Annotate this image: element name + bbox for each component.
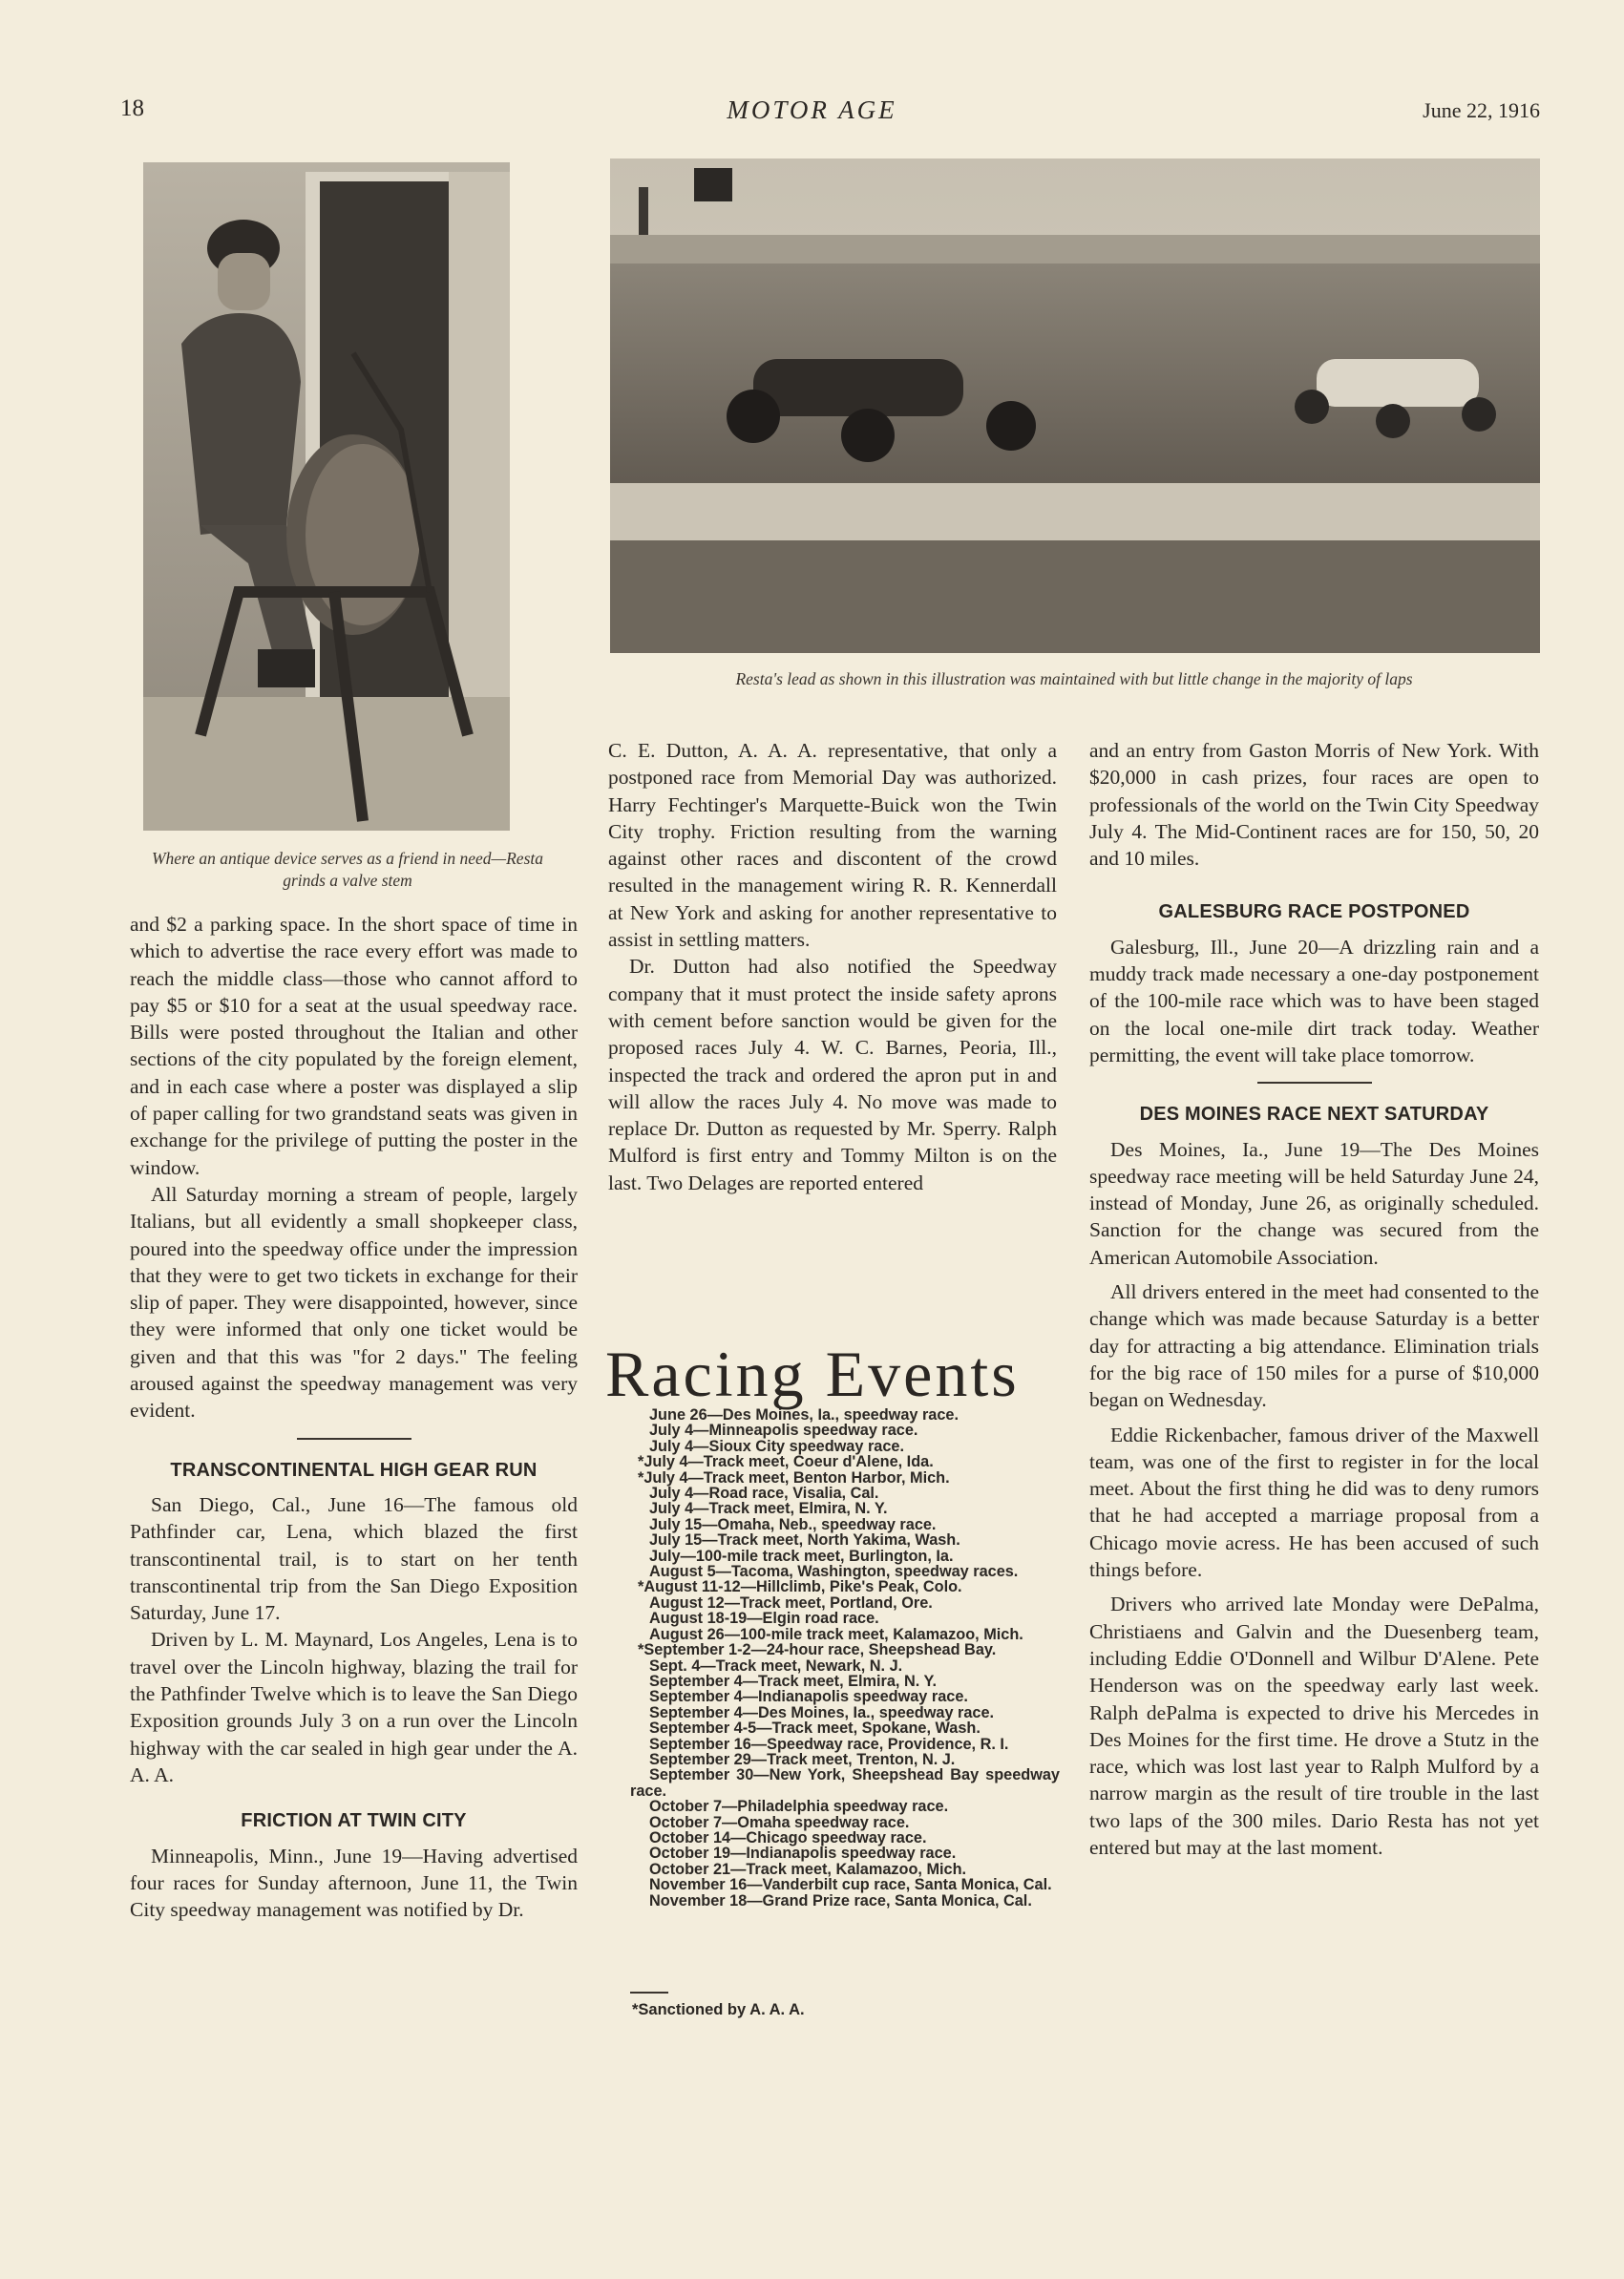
racing-event-item: August 26—100-mile track meet, Kalamazoo, Mich.	[630, 1627, 1060, 1642]
racing-event-item: October 21—Track meet, Kalamazoo, Mich.	[630, 1862, 1060, 1877]
racing-event-date	[630, 1469, 688, 1487]
racing-event-date-text: Sept. 4	[649, 1656, 701, 1675]
racing-event-date	[630, 1594, 725, 1612]
racing-event-item: July 15—Omaha, Neb., speedway race.	[630, 1517, 1060, 1532]
racing-event-date	[630, 1814, 722, 1831]
racing-event-item: July 4—Road race, Visalia, Cal.	[630, 1486, 1060, 1501]
racing-event-text: Hillclimb, Pike's Peak, Colo.	[755, 1578, 962, 1596]
racing-event-text: Track meet, Trenton, N. J.	[767, 1750, 956, 1768]
racing-event-date-text: July 4	[643, 1453, 688, 1471]
racing-event-date-text: August 26	[649, 1625, 725, 1643]
racing-event-date	[630, 1736, 751, 1753]
racing-event-item: June 26—Des Moines, Ia., speedway race.	[630, 1407, 1060, 1423]
racing-event-date	[630, 1876, 747, 1893]
racing-event-date-text: August 5	[649, 1563, 716, 1581]
column-3	[1089, 737, 1539, 1861]
col1-paragraph-5: Minneapolis, Minn., June 19—Having advertised four races for Sunday afternoon, June 11, the Twin City speedway management was notified by Dr.	[130, 1844, 578, 1922]
racing-event-item: August 5—Tacoma, Washington, speedway races.	[630, 1564, 1060, 1579]
race-photo-image	[610, 158, 1540, 653]
col3-paragraph-4: All drivers entered in the meet had consented to the change which was made because Saturday is a better day for attracting a big attendance. Elimination trials for the big race of 150 miles for a purse of $10,000 began on Wednesday.	[1089, 1280, 1539, 1412]
racing-event-text: Philadelphia speedway race.	[737, 1798, 949, 1816]
racing-event-item: *September 1-2—24-hour race, Sheepshead Bay.	[630, 1642, 1060, 1657]
racing-events-title: Racing Events	[605, 1338, 1020, 1410]
racing-event-date-text: August 18-19	[649, 1610, 748, 1628]
racing-event-item: November 18—Grand Prize race, Santa Monica, Cal.	[630, 1893, 1060, 1909]
racing-event-date	[630, 1861, 730, 1878]
racing-event-date	[630, 1500, 693, 1517]
racing-event-date	[630, 1531, 702, 1549]
racing-event-text: Track meet, Spokane, Wash.	[771, 1720, 981, 1738]
col3-paragraph-5: Eddie Rickenbacher, famous driver of the Maxwell team, was one of the first to register in for the local meet. About the first thing he did was to deny rumors that he had accepted a marriage proposal from a Chicago movie acress. He has been accused of such things before.	[1089, 1423, 1539, 1582]
racing-event-date-text: July 4	[649, 1422, 694, 1440]
racing-event-item: Sept. 4—Track meet, Newark, N. J.	[630, 1658, 1060, 1674]
col1-paragraph-3: San Diego, Cal., June 16—The famous old Pathfinder car, Lena, which blazed the first transcontinental trail, is to start on her tenth transcontinental trip from the San Diego Exposition Saturday, June 17.	[130, 1492, 578, 1625]
racing-event-item: July 15—Track meet, North Yakima, Wash.	[630, 1532, 1060, 1548]
racing-event-mark: *	[638, 1641, 644, 1659]
racing-event-item: September 16—Speedway race, Providence, R. I.	[630, 1737, 1060, 1752]
racing-event-text: 100-mile track meet, Burlington, Ia.	[695, 1547, 954, 1565]
racing-event-date	[630, 1845, 730, 1862]
col1-paragraph-2: All Saturday morning a stream of people, largely Italians, but all evidently a small shopkeeper class, poured into the speedway office under the impression that they were to get two tickets in exchange for their slip of paper. They were disappointed, however, since they were informed that only one ticket would be given and that this was ''for 2 days.'' The feeling aroused against the speedway management was very evident.	[130, 1182, 578, 1423]
racing-event-item: July 4—Minneapolis speedway race.	[630, 1423, 1060, 1438]
racing-events-list	[630, 1407, 1060, 1909]
racing-event-mark: *	[638, 1453, 644, 1471]
racing-event-text: Track meet, Newark, N. J.	[715, 1656, 903, 1675]
racing-event-date-text: November 18	[649, 1891, 748, 1910]
racing-event-text: Track meet, Elmira, N. Y.	[708, 1500, 888, 1518]
racing-event-date	[630, 1485, 693, 1502]
racing-event-date-text: July 4	[649, 1437, 694, 1455]
racing-event-date-text: July 4	[649, 1485, 694, 1503]
racing-event-date	[630, 1829, 730, 1846]
racing-event-item: October 14—Chicago speedway race.	[630, 1830, 1060, 1846]
racing-event-date-text: July 4	[649, 1500, 694, 1518]
racing-event-text: 24-hour race, Sheepshead Bay.	[766, 1641, 997, 1659]
racing-event-date-text: September 4-5	[649, 1720, 757, 1738]
racing-event-text: Chicago speedway race.	[746, 1828, 927, 1846]
racing-event-item: September 30—New York, Sheepshead Bay speedway race.	[630, 1766, 1060, 1800]
racing-event-date	[630, 1766, 753, 1783]
racing-event-text: Track meet, North Yakima, Wash.	[717, 1531, 960, 1550]
racing-event-item: September 4—Track meet, Elmira, N. Y.	[630, 1674, 1060, 1689]
racing-event-text: Track meet, Benton Harbor, Mich.	[703, 1468, 950, 1487]
racing-event-text: Sioux City speedway race.	[708, 1437, 904, 1455]
racing-event-date	[630, 1563, 716, 1580]
racing-event-text: Elgin road race.	[762, 1610, 879, 1628]
racing-event-date-text: July 15	[649, 1515, 703, 1533]
racing-event-date	[630, 1453, 688, 1470]
racing-event-date	[630, 1438, 693, 1455]
racing-event-date-text: September 29	[649, 1750, 751, 1768]
racing-event-date-text: July 4	[643, 1468, 688, 1487]
col3-paragraph-3: Des Moines, Ia., June 19—The Des Moines speedway race meeting will be held Saturday June 24, instead of Monday, June 26, as originally scheduled. Sanction for the change was secured from the American Automobile Association.	[1089, 1137, 1539, 1269]
racing-event-item: *August 11-12—Hillclimb, Pike's Peak, Colo.	[630, 1579, 1060, 1594]
racing-event-text: Des Moines, Ia., speedway race.	[722, 1406, 959, 1424]
racing-event-text: Track meet, Coeur d'Alene, Ida.	[703, 1453, 934, 1471]
resta-photo-caption: Where an antique device serves as a friend in need—Resta grinds a valve stem	[151, 849, 543, 890]
racing-event-text: Grand Prize race, Santa Monica, Cal.	[762, 1891, 1032, 1910]
col3-paragraph-1: and an entry from Gaston Morris of New York. With $20,000 in cash prizes, four races are open to professionals of the world on the Twin City Speedway July 4. The Mid-Continent races are for 150, 50, 20 and 10 miles.	[1089, 739, 1539, 871]
racing-event-item: September 4-5—Track meet, Spokane, Wash.	[630, 1720, 1060, 1736]
racing-event-item: October 19—Indianapolis speedway race.	[630, 1846, 1060, 1861]
section-divider	[1257, 1082, 1372, 1084]
col3-paragraph-2: Galesburg, Ill., June 20—A drizzling rain and a muddy track made necessary a one-day postponement of the 100-mile race which was to have been staged on the local one-mile dirt track today. Weather permitting, the event will take place tomorrow.	[1089, 935, 1539, 1066]
racing-event-text: Omaha speedway race.	[737, 1813, 910, 1831]
racing-event-date	[630, 1688, 743, 1705]
racing-event-date-text: August 11-12	[643, 1578, 741, 1596]
racing-event-date	[630, 1610, 747, 1627]
racing-event-date-text: October 14	[649, 1828, 731, 1846]
racing-event-text: Des Moines, Ia., speedway race.	[758, 1703, 995, 1721]
racing-event-text: Indianapolis speedway race.	[758, 1688, 968, 1706]
issue-date: June 22, 1916	[1423, 98, 1540, 122]
events-footnote: *Sanctioned by A. A. A.	[632, 2001, 805, 2018]
col1-paragraph-4: Driven by L. M. Maynard, Los Angeles, Lena is to travel over the Lincoln highway, blazing the trail for the Pathfinder Twelve which is to leave the San Diego Exposition grounds July 3 on a run over the Lincoln highway with the car sealed in high gear under the A. A. A.	[130, 1628, 578, 1786]
racing-event-date-text: September 4	[649, 1703, 743, 1721]
resta-photo-image	[143, 162, 510, 831]
racing-event-date-text: July	[649, 1547, 681, 1565]
racing-event-date-text: July 15	[649, 1531, 703, 1550]
racing-event-item: October 7—Omaha speedway race.	[630, 1815, 1060, 1830]
racing-event-date	[630, 1751, 751, 1768]
racing-event-date	[630, 1406, 707, 1424]
racing-event-date-text: September 16	[649, 1735, 751, 1753]
racing-event-item: September 29—Track meet, Trenton, N. J.	[630, 1752, 1060, 1767]
racing-event-date-text: June 26	[649, 1406, 707, 1424]
racing-event-item: July—100-mile track meet, Burlington, Ia.	[630, 1549, 1060, 1564]
col3-paragraph-6: Drivers who arrived late Monday were DePalma, Christiaens and Galvin and the Duesenberg team, including Eddie O'Donnell and Wilbur D'Alene. Pete Henderson was on the speedway early last week. Ralph dePalma is expected to drive his Mercedes in Des Moines for the first time. He drove a Stutz in the race, which was lost last year to Ralph Mulford by a narrow margin as the result of tire trouble in the last two laps of the 300 miles. Dario Resta has not yet entered but may at the last moment.	[1089, 1593, 1539, 1859]
heading-galesburg: GALESBURG RACE POSTPONED	[1158, 901, 1470, 923]
racing-event-text: Track meet, Kalamazoo, Mich.	[746, 1860, 967, 1878]
racing-event-date-text: August 12	[649, 1593, 725, 1612]
racing-event-text: 100-mile track meet, Kalamazoo, Mich.	[740, 1625, 1023, 1643]
racing-event-date-text: November 16	[649, 1876, 748, 1894]
racing-event-text: Vanderbilt cup race, Santa Monica, Cal.	[762, 1876, 1052, 1894]
racing-event-date	[630, 1422, 693, 1439]
racing-event-item: August 12—Track meet, Portland, Ore.	[630, 1595, 1060, 1611]
racing-event-text: Indianapolis speedway race.	[746, 1845, 957, 1863]
racing-event-date	[630, 1798, 722, 1815]
racing-event-mark: *	[638, 1578, 644, 1596]
racing-event-date-text: September 4	[649, 1688, 743, 1706]
column-2	[608, 737, 1057, 1196]
racing-event-item: July 4—Track meet, Elmira, N. Y.	[630, 1501, 1060, 1516]
col2-paragraph-1: C. E. Dutton, A. A. A. representative, that only a postponed race from Memorial Day was authorized. Harry Fechtinger's Marquette-Buick won the Twin City trophy. Friction resulting from the warning against other races and discontent of the crowd resulted in the management wiring R. R. Kennerdall at New York and asking for another representative to assist in settling matters.	[608, 739, 1057, 952]
racing-event-date	[630, 1704, 743, 1721]
col1-paragraph-1: and $2 a parking space. In the short space of time in which to advertise the race every effort was made to reach the middle class—those who cannot afford to pay $5 or $10 for a seat at the usual speedway race. Bills were posted throughout the Italian and other sections of the city populated by the foreign element, and in each case where a poster was displayed a slip of paper calling for two grandstand seats was given in exchange for the privilege of putting the poster in the window.	[130, 913, 578, 1179]
racing-event-item: August 18-19—Elgin road race.	[630, 1611, 1060, 1626]
racing-event-text: Minneapolis speedway race.	[708, 1422, 918, 1440]
racing-event-item: *July 4—Track meet, Coeur d'Alene, Ida.	[630, 1454, 1060, 1469]
racing-event-date-text: October 7	[649, 1813, 723, 1831]
column-1	[130, 911, 578, 1923]
racing-event-mark: *	[638, 1468, 644, 1487]
racing-event-date	[630, 1641, 751, 1658]
racing-event-text: Speedway race, Providence, R. I.	[767, 1735, 1009, 1753]
resta-photo	[143, 162, 510, 831]
magazine-title: MOTOR AGE	[727, 95, 897, 124]
racing-event-date	[630, 1892, 747, 1910]
racing-event-date	[630, 1720, 756, 1737]
col2-paragraph-2: Dr. Dutton had also notified the Speedway company that it must protect the inside safety aprons with cement before sanction would be given for the proposed races July 4. W. C. Barnes, Peoria, Ill., inspected the track and ordered the apron put in and will allow the races July 4. No move was made to replace Dr. Dutton as requested by Mr. Sperry. Ralph Mulford is first entry and Tommy Milton is on the last. Two Delages are reported entered	[608, 955, 1057, 1194]
racing-event-date	[630, 1548, 681, 1565]
racing-event-item: July 4—Sioux City speedway race.	[630, 1439, 1060, 1454]
racing-event-text: Track meet, Elmira, N. Y.	[758, 1672, 938, 1690]
racing-event-date	[630, 1516, 702, 1533]
racing-event-date-text: September 30	[649, 1766, 754, 1784]
racing-event-text: New York, Sheepshead Bay speedway race.	[630, 1766, 1060, 1800]
page-number: 18	[120, 95, 144, 121]
racing-event-item: *July 4—Track meet, Benton Harbor, Mich.	[630, 1470, 1060, 1486]
race-photo	[610, 158, 1540, 653]
racing-event-item: September 4—Des Moines, Ia., speedway race.	[630, 1705, 1060, 1720]
racing-event-date	[630, 1578, 741, 1595]
section-divider	[297, 1438, 411, 1440]
racing-event-date-text: September 4	[649, 1672, 743, 1690]
racing-event-date-text: September 1-2	[643, 1641, 751, 1659]
racing-event-date	[630, 1673, 743, 1690]
heading-transcontinental: TRANSCONTINENTAL HIGH GEAR RUN	[170, 1459, 538, 1481]
heading-friction: FRICTION AT TWIN CITY	[241, 1810, 467, 1832]
racing-event-date-text: October 19	[649, 1845, 731, 1863]
racing-event-date	[630, 1657, 700, 1675]
heading-des-moines: DES MOINES RACE NEXT SATURDAY	[1139, 1104, 1489, 1126]
events-footnote-rule	[630, 1992, 668, 1994]
racing-event-item: September 4—Indianapolis speedway race.	[630, 1689, 1060, 1704]
racing-event-date	[630, 1626, 725, 1643]
racing-event-text: Omaha, Neb., speedway race.	[717, 1515, 937, 1533]
racing-event-text: Road race, Visalia, Cal.	[708, 1485, 879, 1503]
race-photo-caption: Resta's lead as shown in this illustration was maintained with but little change in the majority of laps	[735, 669, 1413, 688]
racing-event-item: October 7—Philadelphia speedway race.	[630, 1799, 1060, 1814]
racing-event-date-text: October 21	[649, 1860, 731, 1878]
racing-event-text: Tacoma, Washington, speedway races.	[730, 1563, 1019, 1581]
racing-event-item: November 16—Vanderbilt cup race, Santa Monica, Cal.	[630, 1877, 1060, 1892]
racing-event-text: Track meet, Portland, Ore.	[740, 1593, 933, 1612]
racing-event-date-text: October 7	[649, 1798, 723, 1816]
